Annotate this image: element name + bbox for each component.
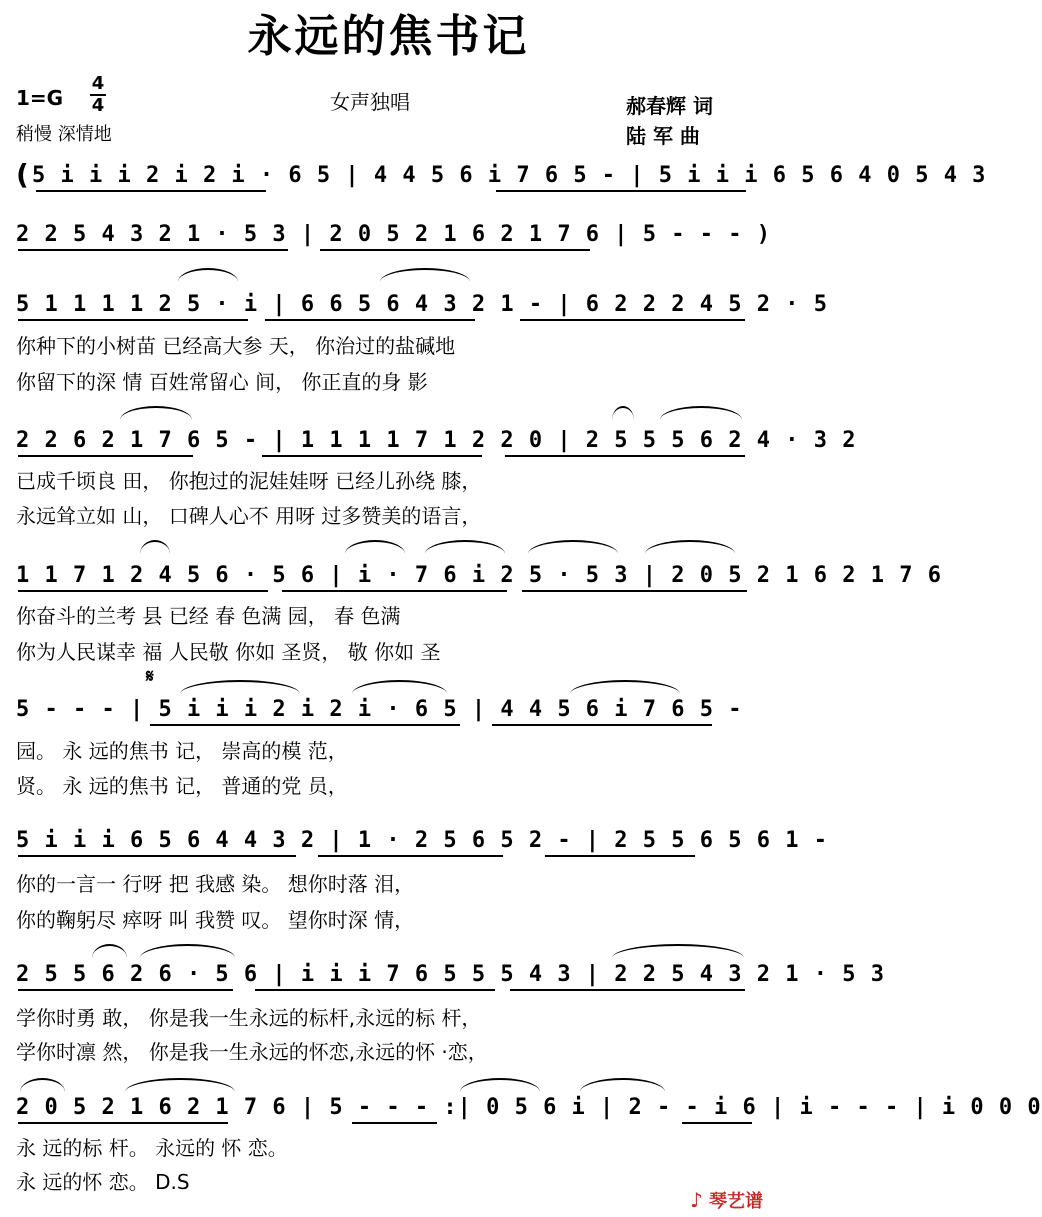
beam bbox=[255, 989, 495, 991]
beam bbox=[520, 319, 745, 321]
beam bbox=[510, 989, 745, 991]
slur bbox=[20, 1078, 65, 1092]
lyrics-row-3-verse-1: 你种下的小树苗 已经高大参 天， 你治过的盐碱地 bbox=[16, 334, 456, 358]
notes-row-9: 2 0 5 2 1 6 2 1 7 6 | 5 - - - :| 0 5 6 i | 2 - - i 6 | i - - - | i 0 0 0 bbox=[16, 1095, 1042, 1120]
intro-open-paren: ( bbox=[16, 158, 29, 191]
notes-row-8: 2 5 5 6 2 6 · 5 6 | i i i 7 6 5 5 5 4 3 | 2 2 5 4 3 2 1 · 5 3 bbox=[16, 962, 885, 987]
notes-row-4: 2 2 6 2 1 7 6 5 - | 1 1 1 1 7 1 2 2 0 | 2 5 5 5 6 2 4 · 3 2 bbox=[16, 428, 857, 453]
beam bbox=[505, 455, 745, 457]
beam bbox=[18, 855, 296, 857]
lyrics-row-8-verse-1: 学你时勇 敢， 你是我一生永远的标杆,永远的标 杆， bbox=[16, 1006, 482, 1030]
slur bbox=[140, 944, 235, 958]
watermark-logo bbox=[690, 1187, 763, 1213]
lyrics-row-4-verse-2: 永远耸立如 山， 口碑人心不 用呀 过多赞美的语言， bbox=[16, 504, 482, 528]
lyrics-row-9-verse-1: 永 远的标 杆。 永远的 怀 恋。 bbox=[16, 1136, 288, 1160]
lyrics-row-9-verse-2: 永 远的怀 恋。 D.S bbox=[16, 1170, 190, 1194]
lyrics-row-8-verse-2: 学你时凛 然， 你是我一生永远的怀恋,永远的怀 ·恋， bbox=[16, 1040, 488, 1064]
lyrics-row-5-verse-2: 你为人民谋幸 福 人民敬 你如 圣贤， 敬 你如 圣 bbox=[16, 640, 441, 664]
segno-mark: 𝄋 bbox=[146, 666, 154, 687]
slur bbox=[528, 540, 618, 554]
beam bbox=[282, 590, 507, 592]
lyrics-row-3-verse-2: 你留下的深 情 百姓常留心 间， 你正直的身 影 bbox=[16, 370, 428, 394]
music-note-icon: ♪ bbox=[689, 1188, 703, 1212]
beam bbox=[352, 1122, 437, 1124]
beam bbox=[265, 319, 475, 321]
time-signature bbox=[90, 74, 106, 116]
slur bbox=[612, 944, 744, 958]
beam bbox=[18, 249, 288, 251]
beam bbox=[318, 855, 503, 857]
lyricist: 郝春辉 词 bbox=[626, 94, 713, 118]
beam bbox=[18, 455, 193, 457]
notes-row-5: 1 1 7 1 2 4 5 6 · 5 6 | i · 7 6 i 2 5 · 5 3 | 2 0 5 2 1 6 2 1 7 6 bbox=[16, 563, 942, 588]
slur bbox=[645, 540, 735, 554]
beam bbox=[545, 855, 695, 857]
lyrics-row-7-verse-1: 你的一言一 行呀 把 我感 染。 想你时落 泪， bbox=[16, 872, 415, 896]
beam bbox=[682, 1122, 752, 1124]
slur bbox=[178, 268, 238, 282]
slur bbox=[120, 406, 192, 420]
page-title: 永远的焦书记 bbox=[247, 11, 530, 62]
time-bottom: 4 bbox=[91, 95, 105, 116]
lyrics-row-7-verse-2: 你的鞠躬尽 瘁呀 叫 我赞 叹。 望你时深 情， bbox=[16, 908, 415, 932]
lyrics-row-6-verse-1: 园。 永 远的焦书 记， 崇高的模 范， bbox=[16, 739, 348, 763]
beam bbox=[36, 190, 266, 192]
slur bbox=[345, 540, 405, 554]
notes-row-7: 5 i i i 6 5 6 4 4 3 2 | 1 · 2 5 6 5 2 - | 2 5 5 6 5 6 1 - bbox=[16, 828, 828, 853]
key-signature bbox=[16, 86, 63, 110]
slur bbox=[125, 1078, 235, 1092]
key-label: 1=G bbox=[16, 86, 64, 110]
lyrics-row-6-verse-2: 贤。 永 远的焦书 记， 普通的党 员， bbox=[16, 774, 348, 798]
time-top: 4 bbox=[91, 73, 105, 94]
slur bbox=[380, 268, 470, 282]
notes-row-1: 5 i i i 2 i 2 i · 6 5 | 4 4 5 6 i 7 6 5 - | 5 i i i 6 5 6 4 0 5 4 3 bbox=[32, 163, 987, 188]
composer: 陆 军 曲 bbox=[626, 124, 700, 148]
beam bbox=[18, 590, 268, 592]
beam bbox=[18, 1122, 228, 1124]
lyrics-row-5-verse-1: 你奋斗的兰考 县 已经 春 色满 园， 春 色满 bbox=[16, 604, 401, 628]
lyrics-row-4-verse-1: 已成千顷良 田， 你抱过的泥娃娃呀 已经儿孙绕 膝， bbox=[16, 469, 482, 493]
tempo-marking: 稍慢 深情地 bbox=[16, 124, 112, 145]
slur bbox=[425, 540, 505, 554]
slur bbox=[92, 944, 127, 958]
beam bbox=[320, 249, 590, 251]
beam bbox=[150, 724, 460, 726]
beam bbox=[262, 455, 482, 457]
slur bbox=[570, 680, 680, 694]
slur bbox=[140, 540, 170, 554]
notes-row-3: 5 1 1 1 1 2 5 · i | 6 6 5 6 4 3 2 1 - | 6 2 2 2 4 5 2 · 5 bbox=[16, 292, 828, 317]
slur bbox=[660, 406, 742, 420]
slur bbox=[612, 406, 634, 420]
performance-type: 女声独唱 bbox=[330, 90, 410, 114]
beam bbox=[18, 989, 233, 991]
beam bbox=[18, 319, 248, 321]
beam bbox=[496, 190, 746, 192]
slur bbox=[580, 1078, 665, 1092]
beam bbox=[492, 724, 712, 726]
notes-row-6: 5 - - - | 5 i i i 2 i 2 i · 6 5 | 4 4 5 6 i 7 6 5 - bbox=[16, 697, 743, 722]
beam bbox=[522, 590, 747, 592]
slur bbox=[180, 680, 300, 694]
slur bbox=[352, 680, 447, 694]
watermark-text: 琴艺谱 bbox=[709, 1191, 763, 1212]
notes-row-2: 2 2 5 4 3 2 1 · 5 3 | 2 0 5 2 1 6 2 1 7 6 | 5 - - - ) bbox=[16, 222, 771, 247]
slur bbox=[460, 1078, 540, 1092]
